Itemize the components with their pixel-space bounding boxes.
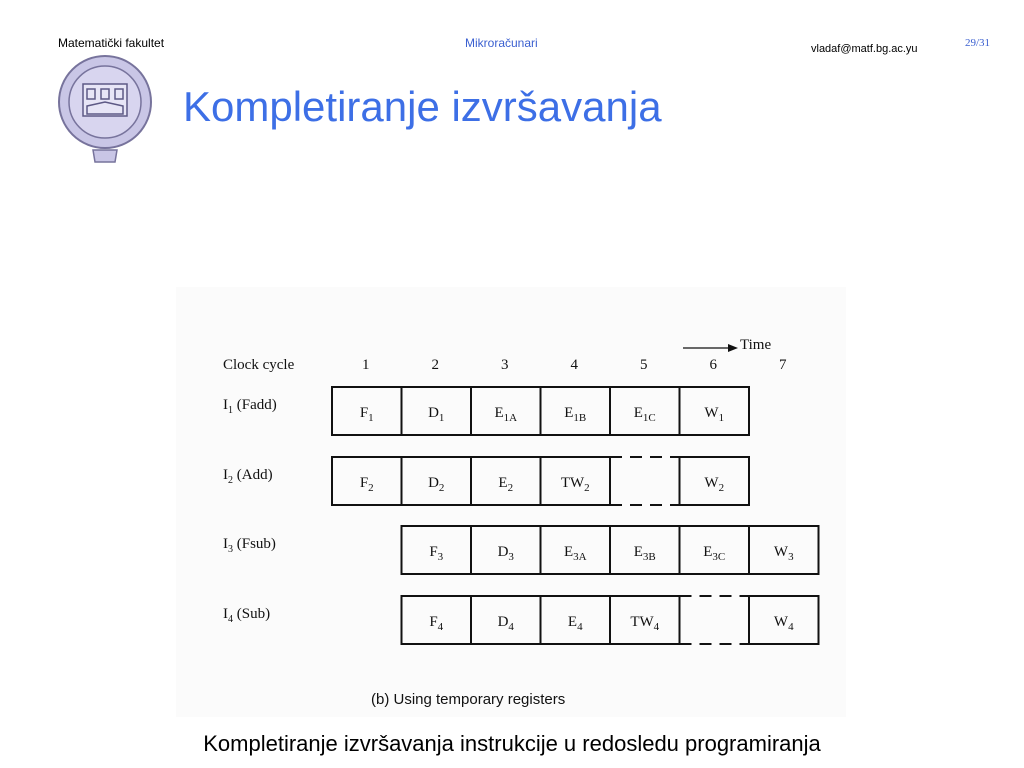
instruction-row-2 [223,457,749,505]
time-arrow-head [728,344,738,352]
stage-label: $D_3$ [497,544,514,563]
clock-cycle-7: 7 [779,357,787,373]
institution-name: Matematički fakultet [58,36,165,50]
stage-label: $W_3$ [773,544,794,563]
slide-caption: Kompletiranje izvršavanja instrukcije u redosledu programiranja [203,731,821,756]
stage-label: $E_{1C}$ [633,405,656,424]
stage-cell [471,387,541,435]
stage-label: $E_{3C}$ [703,544,726,563]
instruction-label: $I_4$ (Sub) [223,606,271,625]
stage-label: $TW_4$ [630,614,660,633]
stage-label: $D_4$ [497,614,514,633]
instruction-label: $I_1$ (Fadd) [223,397,277,416]
stage-label: $W_2$ [704,475,725,494]
page-number: 29/31 [965,37,991,49]
instruction-label: $I_2$ (Add) [223,467,273,486]
clock-cycle-4: 4 [570,357,578,373]
clock-cycle-2: 2 [431,357,439,373]
stage-cell [610,526,680,574]
time-label: Time [740,337,772,353]
clock-cycle-1: 1 [362,357,370,373]
stage-label: $F_1$ [359,405,374,424]
stage-label: $E_{3A}$ [563,544,587,563]
clock-cycle-3: 3 [501,357,509,373]
stage-cell [610,387,680,435]
stage-cell [680,526,750,574]
clock-cycle-label: Clock cycle [223,357,295,373]
stage-label: $F_3$ [429,544,444,563]
pipeline-figure [176,287,846,717]
stage-label: $TW_2$ [560,475,590,494]
stage-label: $E_{3B}$ [633,544,656,563]
instruction-row-3 [223,526,819,574]
instruction-label: $I_3$ (Fsub) [223,536,276,555]
faculty-seal-logo [57,54,154,164]
stage-label: $E_{1A}$ [494,405,518,424]
stage-label: $F_4$ [429,614,444,633]
stage-label: $F_2$ [359,475,374,494]
clock-cycle-6: 6 [709,357,717,373]
author-email: vladaf@matf.bg.ac.yu [811,43,918,55]
stage-label: $D_1$ [428,405,445,424]
stage-label: $E_4$ [567,614,583,633]
stage-label: $E_{1B}$ [564,405,587,424]
pipeline-timing-diagram [176,287,846,717]
stage-cell [541,387,611,435]
stage-label: $E_2$ [498,475,514,494]
stage-label: $W_4$ [773,614,794,633]
stage-label: $D_2$ [428,475,445,494]
stage-cell [541,526,611,574]
slide-title: Kompletiranje izvršavanja [183,83,662,130]
stage-label: $W_1$ [704,405,725,424]
instruction-row-4 [223,596,819,644]
figure-caption: (b) Using temporary registers [371,691,566,708]
instruction-row-1 [223,387,749,435]
course-name: Mikroračunari [465,36,538,50]
clock-cycle-5: 5 [640,357,648,373]
